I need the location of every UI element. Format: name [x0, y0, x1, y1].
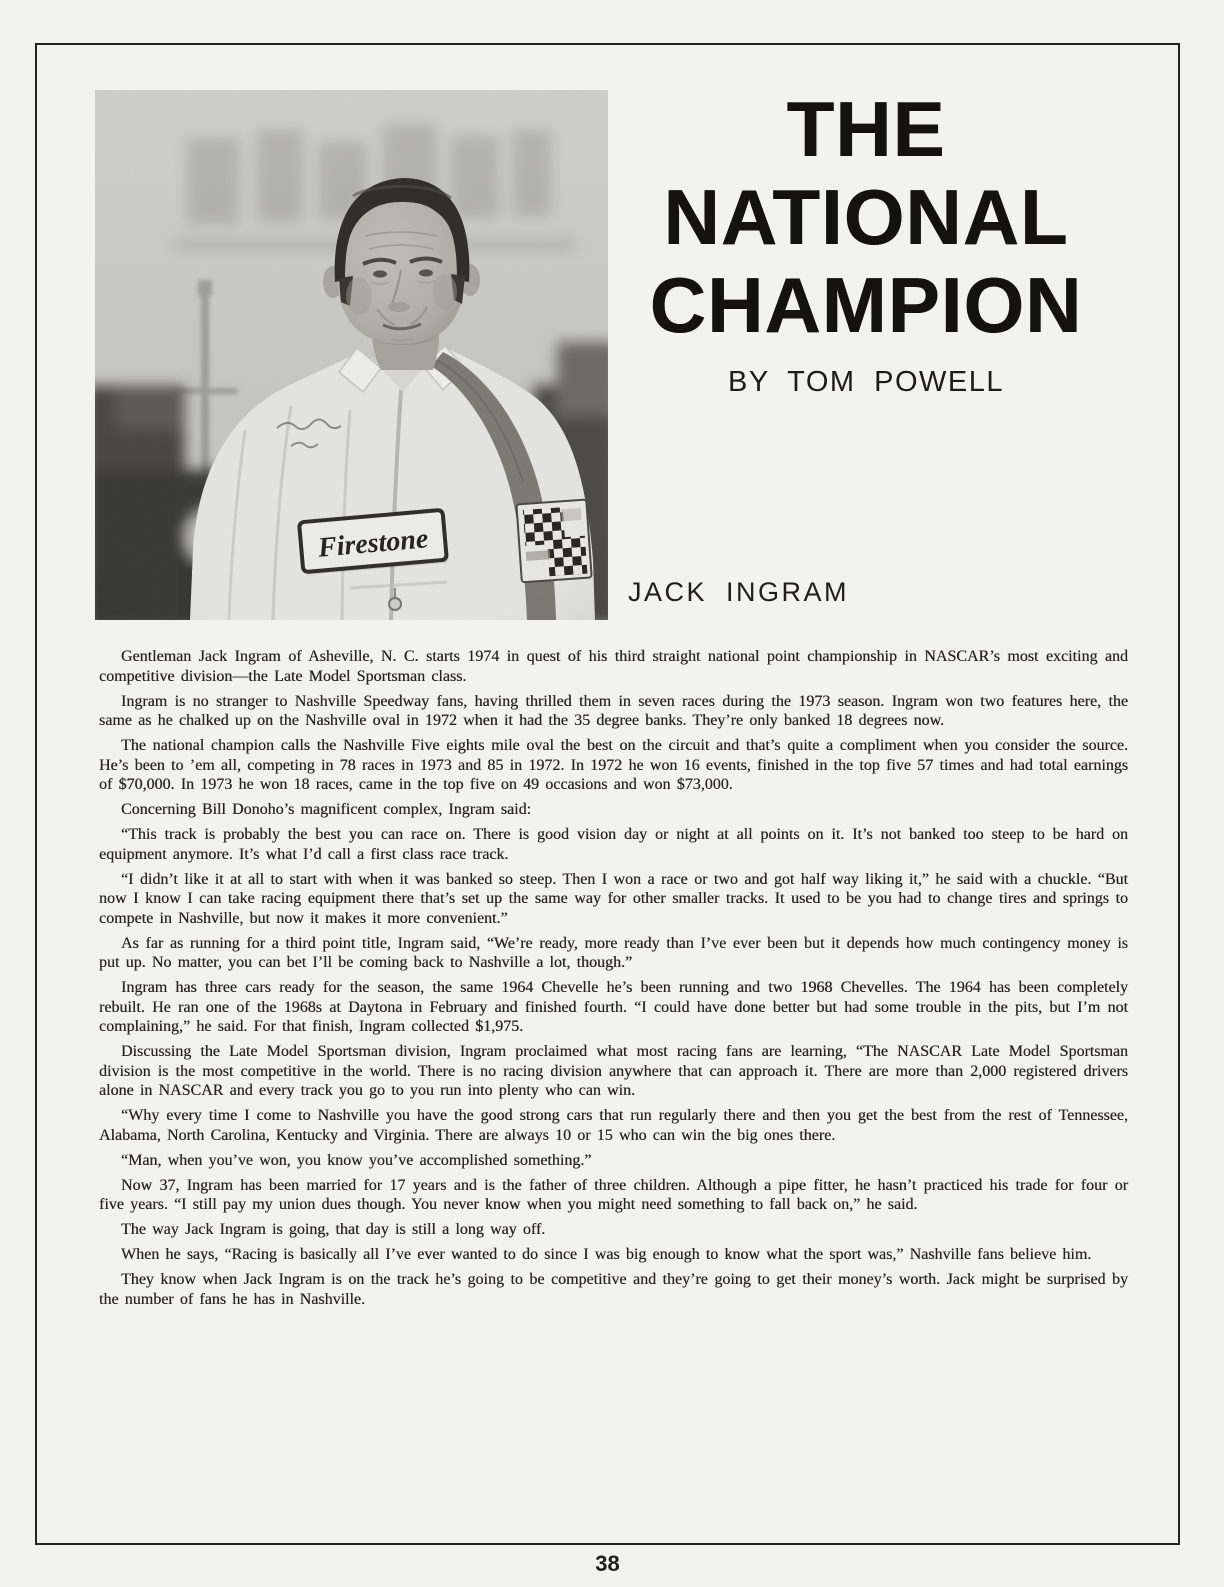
driver-photo-illustration — [95, 90, 608, 620]
paragraph: When he says, “Racing is basically all I’ve ever wanted to do since I was big enough to know what the sport was,” Nashville fans believe him. — [121, 1246, 1092, 1263]
paragraph: The national champion calls the Nashville Five eights mile oval the best on the circuit and that’s quite a compliment when you consider the source. He’s been to ’em all, competing in 78 races in 1973 and 85 in 1972. In 1972 he won 16 events, finished in the top five 57 times and had total earnings of $70,000. In 1973 he won 18 races, came in the top five on 49 occasions and won $73,000. — [99, 737, 1128, 793]
paragraph: The way Jack Ingram is going, that day is still a long way off. — [121, 1221, 546, 1238]
byline: BY TOM POWELL — [727, 366, 1005, 398]
paragraph: Concerning Bill Donoho’s magnificent complex, Ingram said: — [121, 801, 532, 818]
paragraph: Now 37, Ingram has been married for 17 years and is the father of three children. Although a pipe fitter, he hasn’t practiced his trade for four or five years. “I still pay my union dues though. You never know when you might need something to fall back on,” he said. — [99, 1176, 1128, 1213]
paragraph: Ingram is no stranger to Nashville Speedway fans, having thrilled them in seven races during the 1973 season. Ingram won two features here, the same as he chalked up on the Nashville oval in 1972 when it had the 35 degree banks. They’re only banked 18 degrees now. — [99, 692, 1128, 729]
paragraph: They know when Jack Ingram is on the track he’s going to be competitive and they’re going to get their money’s worth. Jack might be surprised by the number of fans he has in Nashville. — [99, 1271, 1128, 1308]
paragraph: Ingram has three cars ready for the season, the same 1964 Chevelle he’s been running and two 1968 Chevelles. The 1964 has been completely rebuilt. He ran one of the 1968s at Daytona in February and finished fourth. “I could have done better but had some trouble in the pits, but I’m not complaining,” he said. For that finish, Ingram collected $1,975. — [99, 979, 1128, 1035]
paragraph: “Why every time I come to Nashville you have the good strong cars that run regularly there and then you get the best from the rest of Tennessee, Alabama, North Carolina, Kentucky and Virginia. There are always 10 or 15 who can win the big ones there. — [99, 1107, 1128, 1144]
title-line-2: NATIONAL — [663, 173, 1069, 261]
article-body — [99, 647, 1128, 1315]
page-number: 38 — [595, 1551, 620, 1576]
title-line-3: CHAMPION — [649, 261, 1083, 349]
paragraph: “Man, when you’ve won, you know you’ve accomplished something.” — [121, 1151, 592, 1169]
paragraph: “I didn’t like it at all to start with when it was banked so steep. Then I won a race or two and got half way liking it,” he said with a chuckle. “But now I know I can take racing equipment there that’s set up the same way for other smaller tracks. It used to be you had to change tires and springs to compete in Nashville, but now it makes it more convenient.” — [99, 870, 1128, 927]
title-line-1: THE — [786, 85, 946, 173]
article-masthead — [590, 85, 1142, 399]
photo-caption: JACK INGRAM — [628, 577, 850, 607]
article-title — [590, 85, 1142, 349]
paragraph: Gentleman Jack Ingram of Asheville, N. C. starts 1974 in quest of his third straight national point championship in NASCAR’s most exciting and competitive division—the Late Model Sportsman class. — [99, 648, 1128, 685]
paragraph: As far as running for a third point title, Ingram said, “We’re ready, more ready than I’ve ever been but it depends how much contingency money is put up. No matter, you can bet I’ll be coming back to Nashville a lot, though.” — [99, 934, 1128, 971]
paragraph: Discussing the Late Model Sportsman division, Ingram proclaimed what most racing fans are learning, “The NASCAR Late Model Sportsman division is the most competitive in the world. There is no racing division anywhere that can approach it. There are more than 2,000 registered drivers alone in NASCAR and every track you go to you run into plenty who can win. — [99, 1043, 1128, 1099]
driver-photo — [95, 90, 608, 620]
paragraph: “This track is probably the best you can race on. There is good vision day or night at all points on it. It’s not banked too steep to be hard on equipment anymore. It’s what I’d call a first class race track. — [99, 826, 1128, 863]
